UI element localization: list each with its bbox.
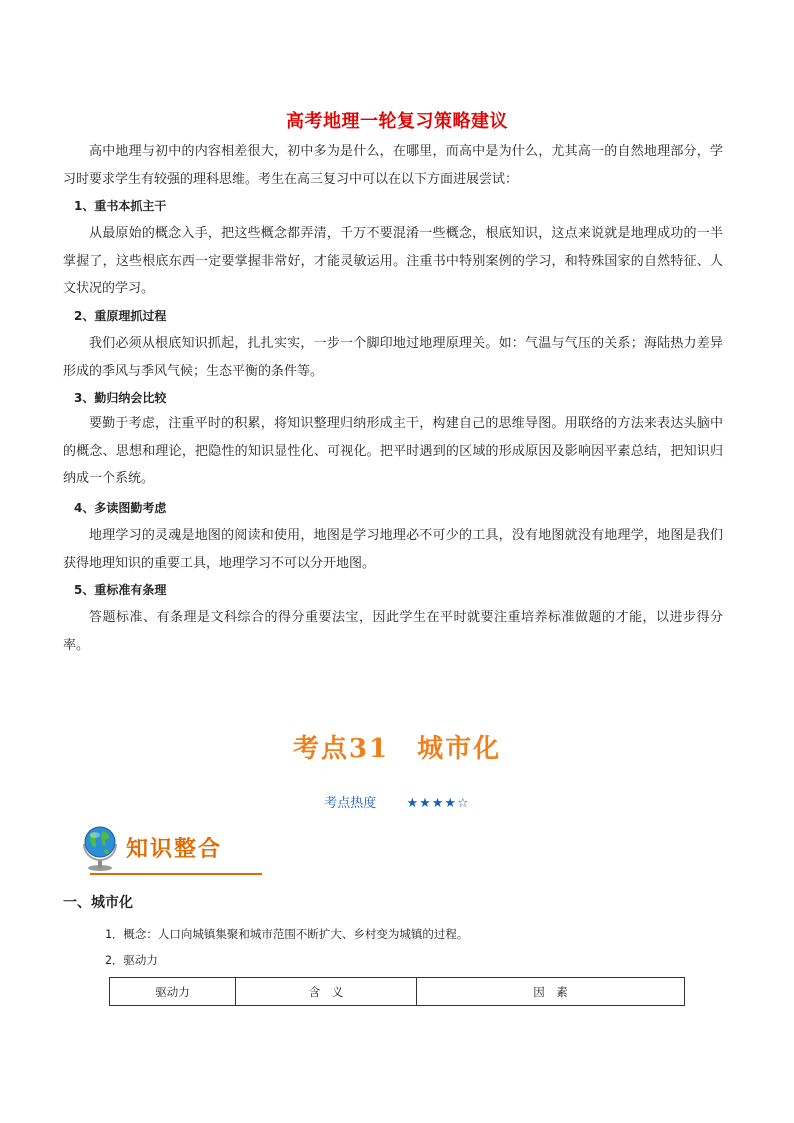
- section-text-1: 从最原始的概念入手，把这些概念都弄清，千万不要混淆一些概念，根底知识，这点来说就是地理成功的一半掌握了，这些根底东西一定要掌握非常好，才能灵敏运用。注重书中特别案例的学习，和特殊国家的自然特征、人文状况的学习。: [63, 226, 723, 296]
- driving-force-table: [109, 977, 685, 1006]
- topic-title: 考点31 城市化: [292, 734, 502, 764]
- knowledge-banner: [76, 822, 262, 876]
- section-text-3: 要勤于考虑，注重平时的积累，将知识整理归纳形成主干，构建自己的思维导图。用联络的方法来表达头脑中的概念、思想和理论，把隐性的知识显性化、可视化。把平时遇到的区域的形成原因及影响因平素总结，把知识归纳成一个系统。: [63, 416, 723, 486]
- banner-underline: [90, 873, 262, 875]
- section-text-5: 答题标准、有条理是文科综合的得分重要法宝，因此学生在平时就要注重培养标准做题的才能，以进步得分率。: [63, 610, 723, 653]
- topic-heat-row: [0, 792, 794, 811]
- driving-force-item: 2．驱动力: [105, 953, 158, 967]
- heat-label: 考点热度: [324, 796, 377, 811]
- document-title: 高考地理一轮复习策略建议: [286, 111, 508, 132]
- section-heading-5: 5、重标准有条理: [74, 583, 167, 597]
- section-title-urbanization: 一、城市化: [63, 895, 133, 911]
- section-text-4: 地理学习的灵魂是地图的阅读和使用，地图是学习地理必不可少的工具，没有地图就没有地理学，地图是我们获得地理知识的重要工具，地理学习不可以分开地图。: [63, 528, 723, 571]
- section-heading-1: 1、重书本抓主干: [74, 199, 167, 213]
- globe-icon: [76, 822, 124, 872]
- table-header-row: [110, 978, 685, 1006]
- section-heading-2: 2、重原理抓过程: [74, 309, 167, 323]
- heat-stars: ★★★★☆: [406, 796, 470, 811]
- table-header-cell: 含 义: [236, 978, 417, 1006]
- table-header-cell: 驱动力: [110, 978, 236, 1006]
- section-heading-4: 4、多读图勤考虑: [74, 501, 167, 515]
- section-text-2: 我们必须从根底知识抓起，扎扎实实，一步一个脚印地过地理原理关。如：气温与气压的关系；海陆热力差异形成的季风与季风气候；生态平衡的条件等。: [63, 336, 723, 379]
- section-heading-3: 3、勤归纳会比较: [74, 391, 167, 405]
- table-header-cell: 因 素: [417, 978, 685, 1006]
- banner-label: 知识整合: [126, 836, 223, 862]
- concept-item: 1．概念：人口向城镇集聚和城市范围不断扩大、乡村变为城镇的过程。: [105, 927, 469, 941]
- intro-paragraph: 高中地理与初中的内容相差很大，初中多为是什么，在哪里，而高中是为什么，尤其高一的自然地理部分，学习时要求学生有较强的理科思维。考生在高三复习中可以在以下方面进展尝试：: [63, 144, 723, 187]
